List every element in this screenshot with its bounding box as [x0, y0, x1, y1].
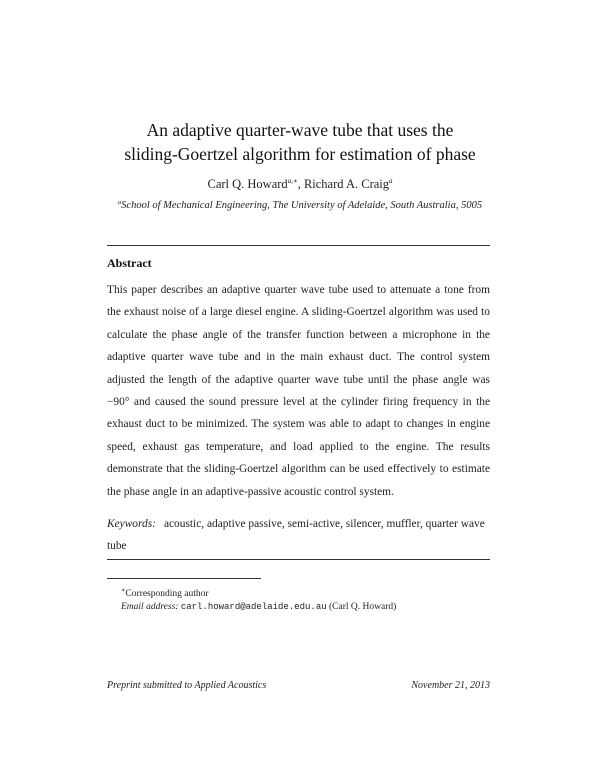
keywords-label: Keywords:: [107, 518, 156, 530]
author-separator: ,: [297, 177, 304, 191]
affiliation: [60, 199, 540, 211]
footnote-rule: [107, 578, 261, 579]
email-link[interactable]: carl.howard@adelaide.edu.au: [180, 602, 327, 612]
email-line: [121, 601, 501, 614]
corresponding-author-text: Corresponding author: [125, 589, 209, 599]
author-affiliation-mark: a: [389, 177, 393, 185]
author-name: Richard A. Craig: [303, 177, 390, 191]
abstract-text: This paper describes an adaptive quarter wave tube used to attenuate a tone from the exhaust noise of a large diesel engine. A sliding-Goertzel algorithm was used to calculate the phase angle of the transfer function between a microphone in the adaptive quarter wave tube and in the main exhaust duct. The control system adjusted the length of the adaptive quarter wave tube until the phase angle was −90° and caused the sound pressure level at the cylinder firing frequency in the exhaust duct to be minimized. The system was able to adapt to changes in engine speed, exhaust gas temperature, and load applied to the engine. The results demonstrate that the sliding-Goertzel algorithm can be used effectively to estimate the phase angle in an adaptive-passive acoustic control system.: [107, 284, 490, 498]
author-affiliation-mark: a,∗: [287, 177, 298, 185]
title-line-2: sliding-Goertzel algorithm for estimation of phase: [124, 144, 476, 164]
footnote: [121, 584, 501, 614]
email-label: Email address:: [121, 602, 179, 612]
keywords: [107, 513, 490, 558]
keywords-text: acoustic, adaptive passive, semi-active, silencer, muffler, quarter wave tube: [107, 518, 485, 553]
abstract-heading: Abstract: [107, 256, 152, 270]
affiliation-text: School of Mechanical Engineering, The University of Adelaide, South Australia, 5005: [121, 200, 483, 211]
title-line-1: An adaptive quarter-wave tube that uses the: [146, 120, 454, 140]
preprint-note: Preprint submitted to Applied Acoustics: [107, 680, 267, 691]
abstract-top-rule: [107, 245, 490, 246]
corresponding-author-note: [121, 584, 501, 601]
author-name: Carl Q. Howard: [207, 177, 288, 191]
preprint-date: November 21, 2013: [411, 680, 490, 691]
footnote-mark: ∗: [121, 587, 126, 594]
abstract-body: [107, 279, 490, 503]
paper-title: [60, 118, 540, 166]
author-list: [60, 177, 540, 192]
abstract-bottom-rule: [107, 559, 490, 560]
email-owner: (Carl Q. Howard): [329, 602, 397, 612]
affiliation-mark: a: [117, 199, 122, 206]
